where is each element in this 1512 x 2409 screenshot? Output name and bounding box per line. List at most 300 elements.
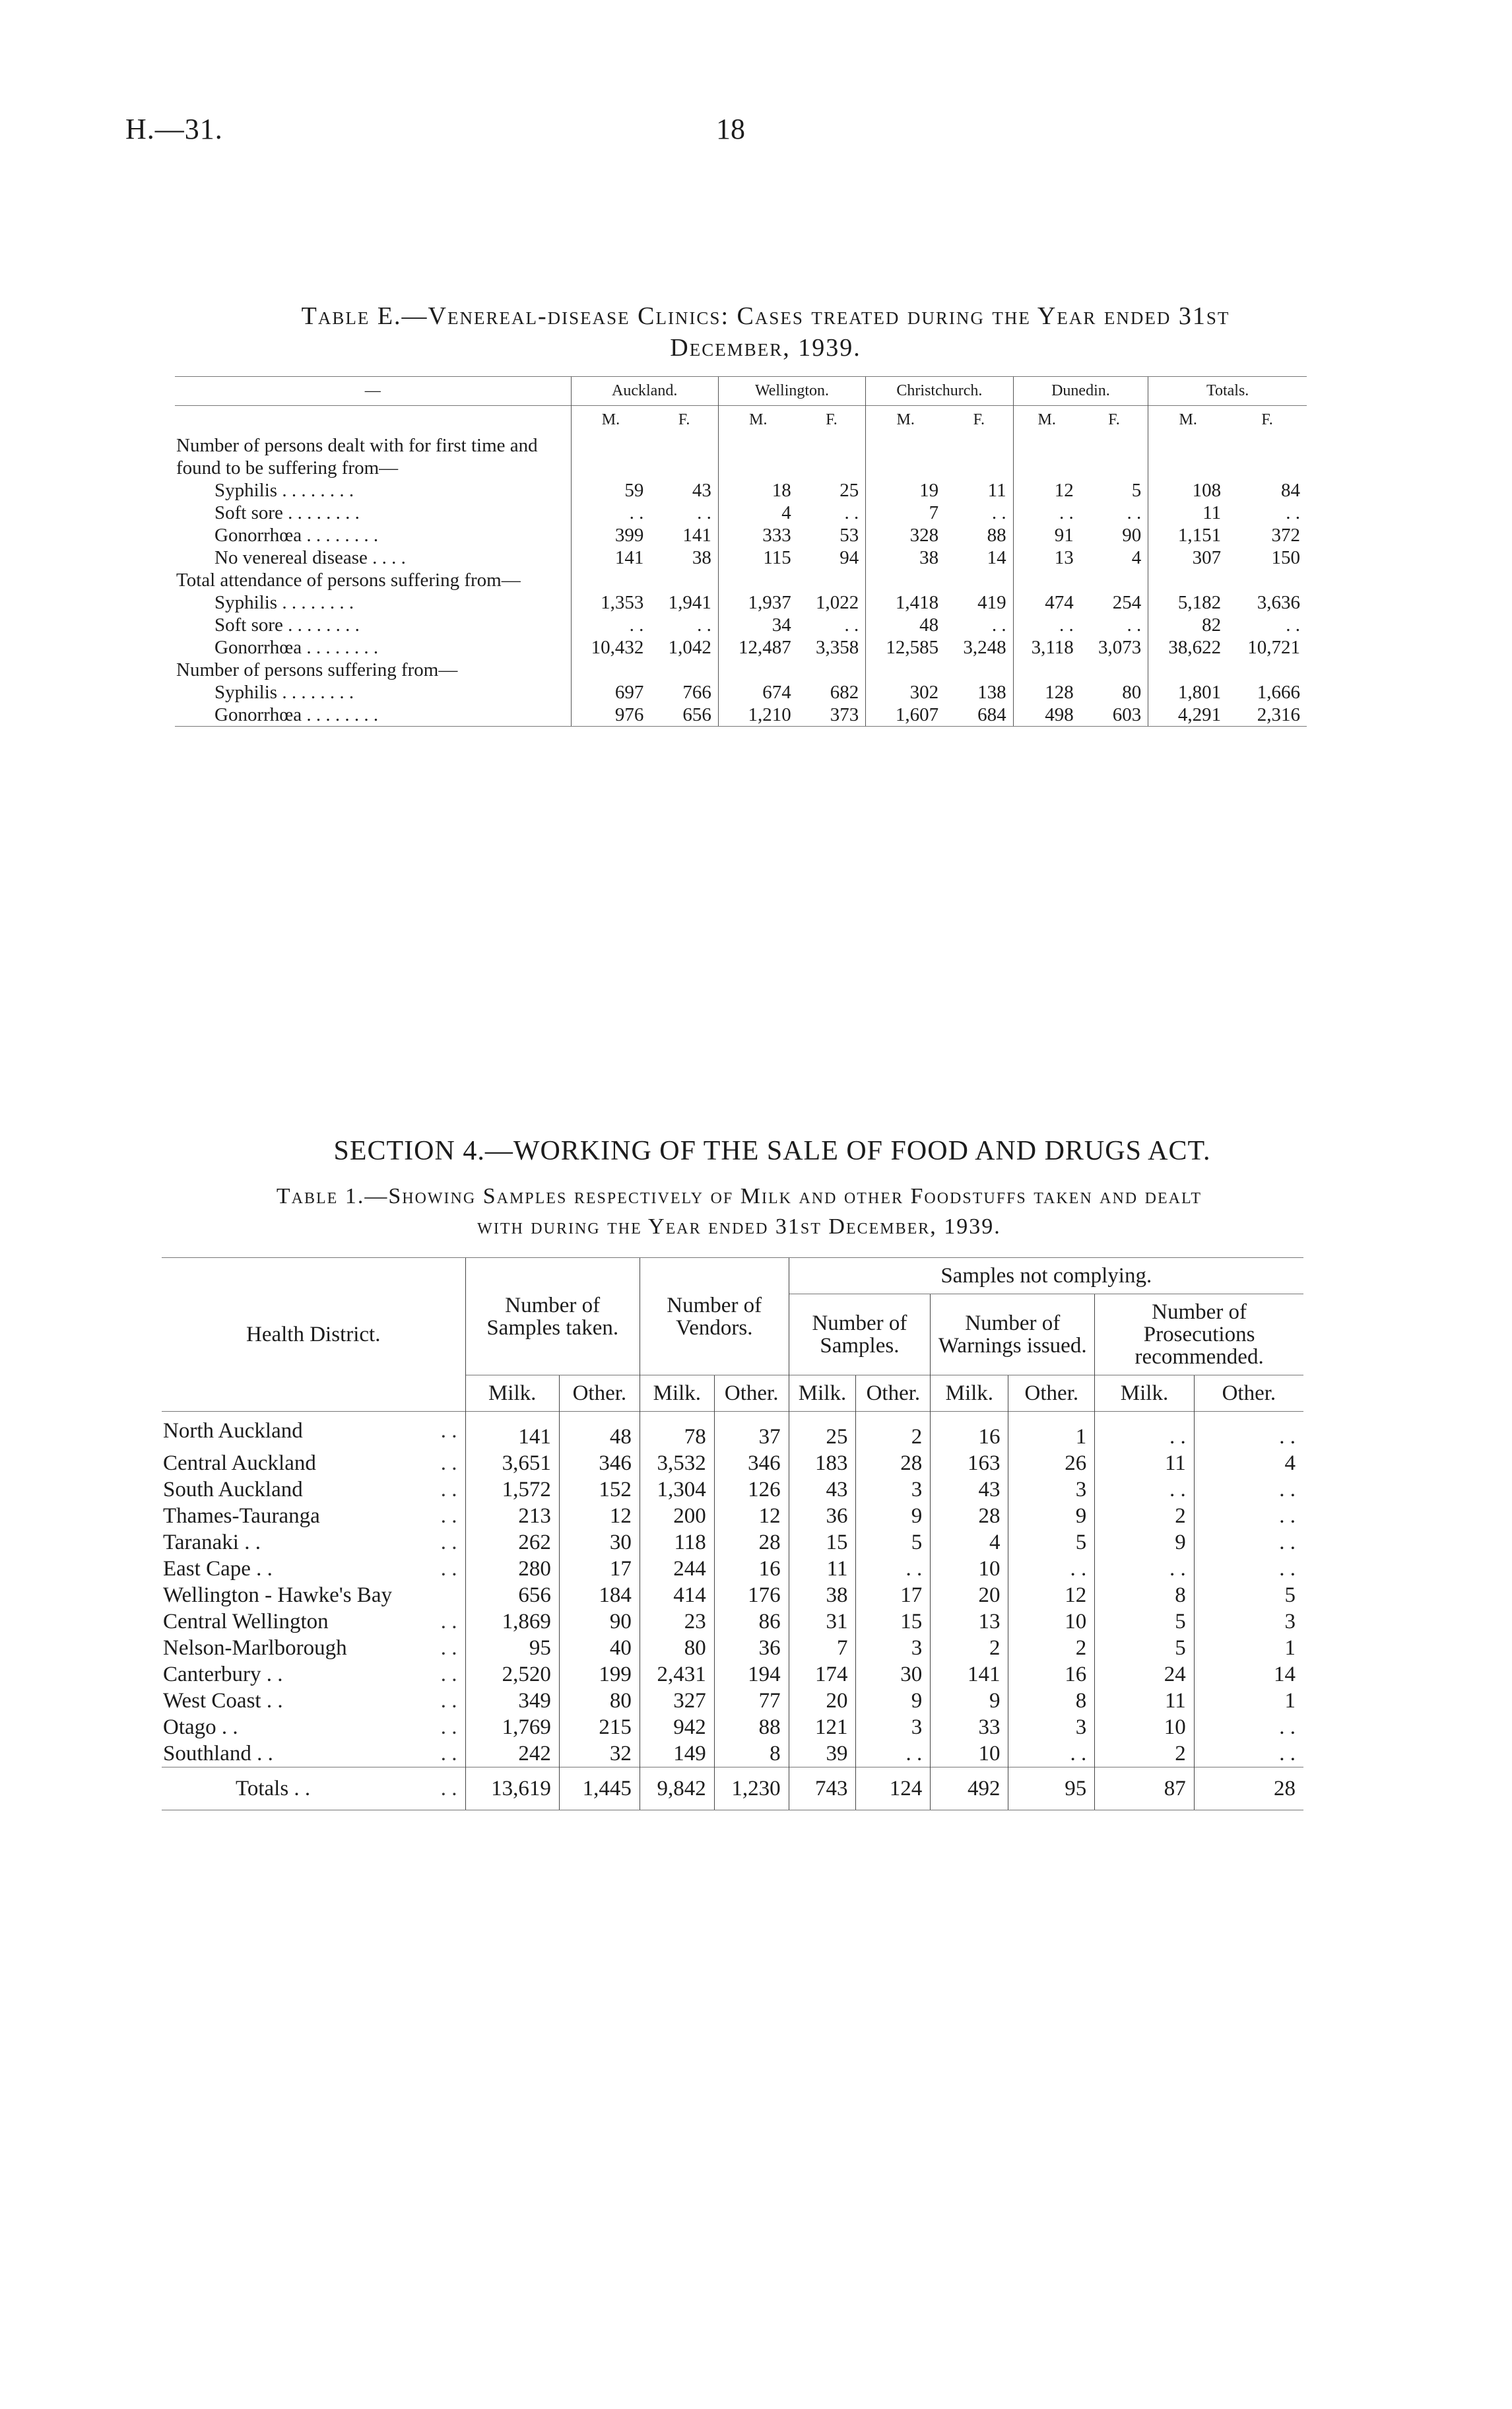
table-1-cell: 1,769 xyxy=(465,1714,559,1740)
table-e-cell: 3,118 xyxy=(1013,636,1080,659)
table-1-cell: 9 xyxy=(856,1688,931,1714)
table-e-cell: 90 xyxy=(1122,525,1142,546)
table-1-cell: 213 xyxy=(465,1503,559,1529)
table-e-cell: 2,316 xyxy=(1228,704,1307,727)
table-1-cell: 9 xyxy=(931,1688,1008,1714)
table-e-cell: 1,042 xyxy=(668,637,711,658)
table-1-cell: 30 xyxy=(856,1661,931,1688)
table-1-cell: 13 xyxy=(931,1608,1008,1635)
leader-dots: . . xyxy=(440,1419,457,1443)
district-name: Canterbury . . xyxy=(163,1663,283,1686)
table-1-cell: 2,431 xyxy=(640,1661,714,1688)
table-e-row-label: Syphilis . . . . . . . . xyxy=(214,682,354,703)
table-1-cell: 141 xyxy=(465,1412,559,1451)
table-e-row xyxy=(175,479,1307,502)
table-1-cell: 40 xyxy=(559,1635,640,1661)
table-e-f-header: F. xyxy=(1228,406,1307,435)
district-name: West Coast . . xyxy=(163,1689,283,1713)
table-1-cell: 199 xyxy=(559,1661,640,1688)
table-1-cell: 346 xyxy=(559,1450,640,1476)
leader-dots: . . xyxy=(440,1636,457,1660)
table-e-m-header: M. xyxy=(866,406,945,435)
table-1-cell: 942 xyxy=(640,1714,714,1740)
table-1-cell: 4 xyxy=(1194,1450,1303,1476)
table-1-cell: 12 xyxy=(559,1503,640,1529)
table-1-cell: 43 xyxy=(789,1476,856,1503)
table-e-cell: 19 xyxy=(866,479,945,502)
totals-label-text: Totals . . xyxy=(236,1777,311,1800)
table-1-cell: 28 xyxy=(856,1450,931,1476)
leader-dots: . . xyxy=(440,1504,457,1528)
table-1-cell: 3 xyxy=(856,1635,931,1661)
table-e-cell: 4,291 xyxy=(1148,704,1228,727)
table-1-cell: 118 xyxy=(640,1529,714,1556)
table-e-cell: 1,210 xyxy=(718,704,797,727)
table-e-cell: 53 xyxy=(839,525,859,546)
table-e-row xyxy=(175,546,1307,569)
district-name: South Auckland xyxy=(163,1478,303,1502)
table-e-cell: 1,937 xyxy=(718,591,797,614)
table-1-cell: 80 xyxy=(559,1688,640,1714)
table-e-cell: 11 xyxy=(1148,502,1228,524)
table-e-cell xyxy=(1080,569,1148,591)
table-e-cell xyxy=(866,659,945,681)
district-name: Otago . . xyxy=(163,1715,238,1739)
district-name: Southland . . xyxy=(163,1742,273,1766)
district-name: Central Wellington xyxy=(163,1610,329,1634)
table-1-cell: 15 xyxy=(789,1529,856,1556)
table-1-cell: 2 xyxy=(1095,1503,1194,1529)
table-1-cell: 3 xyxy=(1194,1608,1303,1635)
table-1-cell: 3 xyxy=(856,1714,931,1740)
table-e-cell: . . xyxy=(1286,614,1300,636)
table-1-cell: 184 xyxy=(559,1582,640,1608)
table-1-cell: 126 xyxy=(714,1476,789,1503)
table-1-cell: 23 xyxy=(640,1608,714,1635)
table-e-cell: 3,248 xyxy=(963,637,1006,658)
table-e-row xyxy=(175,434,1307,479)
table-e-cell xyxy=(866,434,945,479)
table-e-cell: 3,358 xyxy=(815,637,859,658)
table-e-f-header: F. xyxy=(1080,406,1148,435)
table-1 xyxy=(162,1257,1303,1810)
table-e-cell xyxy=(650,659,718,681)
table-e-city-header: Totals. xyxy=(1148,377,1307,406)
table-e-row xyxy=(175,524,1307,546)
totals-label xyxy=(162,1767,465,1810)
table-1-title-line1: Table 1.—Showing Samples respectively of Milk and other Foodstuffs taken and dealt xyxy=(276,1184,1202,1208)
table-e-cell: 12 xyxy=(1013,479,1080,502)
table-e-cell: 18 xyxy=(718,479,797,502)
leader-dots: . . xyxy=(440,1689,457,1713)
table-1-cell: 8 xyxy=(1095,1582,1194,1608)
table-e-cell: 38,622 xyxy=(1148,636,1228,659)
total-cell: 13,619 xyxy=(465,1767,559,1810)
table-1-cell: 8 xyxy=(1008,1688,1095,1714)
table-e-row xyxy=(175,681,1307,704)
district-row xyxy=(162,1476,1303,1503)
table-1-cell: 176 xyxy=(714,1582,789,1608)
leader-dots: . . xyxy=(440,1531,457,1554)
table-e-cell: 399 xyxy=(571,524,650,546)
warnings-header: Number of Warnings issued. xyxy=(931,1294,1095,1375)
district-name: Thames-Tauranga xyxy=(163,1504,320,1528)
table-e-cell: . . xyxy=(991,502,1006,523)
table-1-cell: 39 xyxy=(789,1740,856,1767)
total-cell: 124 xyxy=(856,1767,931,1810)
table-e-cell: 1,151 xyxy=(1148,524,1228,546)
table-e-cell: 13 xyxy=(1013,546,1080,569)
table-e-cell xyxy=(1228,569,1307,591)
district-name-cell xyxy=(162,1635,465,1661)
table-e-cell: 1,801 xyxy=(1148,681,1228,704)
table-e-cell: 88 xyxy=(987,525,1006,546)
table-e-cell xyxy=(650,569,718,591)
district-name-cell xyxy=(162,1503,465,1529)
table-e-cell xyxy=(945,659,1013,681)
table-e-title-line1: Table E.—Venereal-disease Clinics: Cases treated during the Year ended 31st xyxy=(301,302,1230,330)
section-title: SECTION 4.—WORKING OF THE SALE OF FOOD AND DRUGS ACT. xyxy=(333,1136,1211,1166)
table-e-cell: 603 xyxy=(1080,704,1148,727)
table-1-cell: 200 xyxy=(640,1503,714,1529)
table-e-f-header: F. xyxy=(798,406,866,435)
table-e-cell xyxy=(1080,659,1148,681)
table-1-cell: . . xyxy=(1194,1556,1303,1582)
table-e-cell: . . xyxy=(697,502,711,523)
table-e-row-label: Soft sore . . . . . . . . xyxy=(214,502,360,523)
table-1-cell: 174 xyxy=(789,1661,856,1688)
table-e-cell xyxy=(1080,434,1148,479)
table-e-cell xyxy=(650,434,718,479)
table-1-cell: . . xyxy=(1008,1740,1095,1767)
table-1-cell: 48 xyxy=(559,1412,640,1451)
table-e-cell xyxy=(571,569,650,591)
milk-header: Milk. xyxy=(789,1375,856,1412)
district-name-cell xyxy=(162,1529,465,1556)
table-1-cell: 262 xyxy=(465,1529,559,1556)
table-e-cell: 333 xyxy=(718,524,797,546)
prosecutions-header: Number of Prosecutions recommended. xyxy=(1095,1294,1303,1375)
leader-dots: . . xyxy=(440,1715,457,1739)
district-row xyxy=(162,1582,1303,1608)
table-e-cell: . . xyxy=(571,502,650,524)
district-name: Taranaki . . xyxy=(163,1531,261,1554)
table-1-cell: 28 xyxy=(931,1503,1008,1529)
district-name-cell xyxy=(162,1556,465,1582)
table-e-cell: 141 xyxy=(571,546,650,569)
table-1-cell: 12 xyxy=(714,1503,789,1529)
table-1-cell: 242 xyxy=(465,1740,559,1767)
table-e-cell: 656 xyxy=(650,704,718,727)
total-cell: 87 xyxy=(1095,1767,1194,1810)
total-cell: 9,842 xyxy=(640,1767,714,1810)
district-row xyxy=(162,1529,1303,1556)
district-name-cell xyxy=(162,1476,465,1503)
table-e-cell: 91 xyxy=(1013,524,1080,546)
total-cell: 743 xyxy=(789,1767,856,1810)
milk-header: Milk. xyxy=(640,1375,714,1412)
table-e-cell: 10,721 xyxy=(1247,637,1300,658)
other-header: Other. xyxy=(714,1375,789,1412)
page-number: 18 xyxy=(716,113,745,145)
district-name-cell xyxy=(162,1714,465,1740)
table-1-cell: 244 xyxy=(640,1556,714,1582)
table-1-cell: 11 xyxy=(1095,1688,1194,1714)
table-e-cell xyxy=(945,569,1013,591)
table-1-cell: 7 xyxy=(789,1635,856,1661)
table-1-cell: 1 xyxy=(1194,1688,1303,1714)
table-1-cell: 8 xyxy=(714,1740,789,1767)
table-e-cell: 419 xyxy=(977,592,1006,613)
table-e-m-header: M. xyxy=(571,406,650,435)
table-e-cell: 1,666 xyxy=(1257,682,1300,703)
table-e-cell: 94 xyxy=(839,547,859,568)
table-e-cell: 11 xyxy=(987,480,1006,501)
table-e-m-header: M. xyxy=(718,406,797,435)
table-e-row-label: Total attendance of persons suffering from— xyxy=(176,570,521,591)
table-1-cell: 3 xyxy=(856,1476,931,1503)
table-e-cell: 4 xyxy=(1131,547,1142,568)
table-e-cell: 474 xyxy=(1013,591,1080,614)
table-e-cell: . . xyxy=(1013,502,1080,524)
table-1-cell: 37 xyxy=(714,1412,789,1451)
table-1-cell: . . xyxy=(1194,1476,1303,1503)
table-e-cell: 498 xyxy=(1013,704,1080,727)
table-e-cell: 34 xyxy=(718,614,797,636)
district-name: Nelson-Marlborough xyxy=(163,1636,347,1660)
table-e-cell: 1,607 xyxy=(866,704,945,727)
table-e-cell: . . xyxy=(571,614,650,636)
table-e-cell: 684 xyxy=(945,704,1013,727)
table-e-cell: 108 xyxy=(1148,479,1228,502)
table-1-cell: . . xyxy=(856,1556,931,1582)
table-1-cell: . . xyxy=(1095,1476,1194,1503)
table-1-cell: . . xyxy=(1194,1740,1303,1767)
table-1-cell: 10 xyxy=(931,1556,1008,1582)
table-1-cell: 31 xyxy=(789,1608,856,1635)
table-1-cell: . . xyxy=(1095,1556,1194,1582)
district-name: North Auckland xyxy=(163,1419,303,1443)
table-1-cell: 9 xyxy=(1095,1529,1194,1556)
table-e-cell: . . xyxy=(844,614,859,636)
table-e-cell xyxy=(1228,659,1307,681)
table-1-cell: 16 xyxy=(931,1412,1008,1451)
table-1-cell: 10 xyxy=(1008,1608,1095,1635)
district-name: Wellington - Hawke's Bay xyxy=(163,1583,392,1607)
table-1-cell: 1 xyxy=(1194,1635,1303,1661)
table-e-m-header: M. xyxy=(1013,406,1080,435)
table-1-cell: 25 xyxy=(789,1412,856,1451)
district-name: Central Auckland xyxy=(163,1451,316,1475)
table-e-cell xyxy=(718,659,797,681)
table-1-cell: 77 xyxy=(714,1688,789,1714)
table-e-row xyxy=(175,704,1307,727)
table-e-cell xyxy=(718,569,797,591)
table-1-cell: 5 xyxy=(1194,1582,1303,1608)
table-1-cell: 24 xyxy=(1095,1661,1194,1688)
table-e-cell xyxy=(866,569,945,591)
district-row xyxy=(162,1661,1303,1688)
table-e-cell: 10,432 xyxy=(571,636,650,659)
table-1-cell: . . xyxy=(1095,1412,1194,1451)
table-e-row xyxy=(175,614,1307,636)
table-e-cell: 80 xyxy=(1122,682,1142,703)
table-e-cell: 674 xyxy=(718,681,797,704)
table-e-title-line2: December, 1939. xyxy=(670,334,861,362)
table-1-cell: 194 xyxy=(714,1661,789,1688)
table-e-row-label: Soft sore . . . . . . . . xyxy=(214,614,360,636)
leader-dots: . . xyxy=(440,1742,457,1766)
totals-dots: . . xyxy=(440,1777,457,1800)
leader-dots: . . xyxy=(440,1663,457,1686)
total-cell: 1,445 xyxy=(559,1767,640,1810)
table-1-cell: . . xyxy=(1194,1412,1303,1451)
other-header: Other. xyxy=(1008,1375,1095,1412)
district-name-cell xyxy=(162,1661,465,1688)
table-1-cell: 9 xyxy=(1008,1503,1095,1529)
table-1-cell: 33 xyxy=(931,1714,1008,1740)
table-1-cell: 2,520 xyxy=(465,1661,559,1688)
district-name-cell xyxy=(162,1740,465,1767)
table-e-cell xyxy=(1013,659,1080,681)
table-1-cell: 163 xyxy=(931,1450,1008,1476)
table-1-cell: 149 xyxy=(640,1740,714,1767)
table-1-cell: 141 xyxy=(931,1661,1008,1688)
district-name-cell xyxy=(162,1688,465,1714)
table-1-cell: 11 xyxy=(1095,1450,1194,1476)
table-1-cell: 1,304 xyxy=(640,1476,714,1503)
table-1-cell: 16 xyxy=(1008,1661,1095,1688)
table-e-row-label: Gonorrhœa . . . . . . . . xyxy=(214,637,379,658)
table-1-cell: 10 xyxy=(1095,1714,1194,1740)
district-row xyxy=(162,1503,1303,1529)
district-row xyxy=(162,1714,1303,1740)
table-e-cell: 84 xyxy=(1281,480,1300,501)
table-e-cell: 373 xyxy=(798,704,866,727)
table-e-cell: 4 xyxy=(718,502,797,524)
table-e-cell xyxy=(1013,434,1080,479)
table-1-cell: 4 xyxy=(931,1529,1008,1556)
table-e-cell xyxy=(571,659,650,681)
table-1-cell: 183 xyxy=(789,1450,856,1476)
district-row xyxy=(162,1608,1303,1635)
table-1-cell: . . xyxy=(1008,1556,1095,1582)
health-district-header: Health District. xyxy=(162,1258,465,1412)
total-cell: 492 xyxy=(931,1767,1008,1810)
table-e-cell: 372 xyxy=(1271,525,1300,546)
num-samples-header: Number of Samples. xyxy=(789,1294,931,1375)
table-e-cell: 1,418 xyxy=(866,591,945,614)
table-e-cell: 138 xyxy=(977,682,1006,703)
table-1-cell: 349 xyxy=(465,1688,559,1714)
table-e-cell xyxy=(1148,569,1228,591)
table-e-cell xyxy=(798,434,866,479)
district-name-cell xyxy=(162,1412,465,1451)
table-1-cell: 11 xyxy=(789,1556,856,1582)
milk-header: Milk. xyxy=(1095,1375,1194,1412)
table-1-cell: 86 xyxy=(714,1608,789,1635)
table-e xyxy=(175,376,1307,727)
table-1-cell: 414 xyxy=(640,1582,714,1608)
table-1-title xyxy=(158,1181,1320,1242)
table-e-row-label: Number of persons dealt with for first time and found to be suffering from— xyxy=(176,435,538,478)
table-e-cell xyxy=(1148,434,1228,479)
other-header: Other. xyxy=(856,1375,931,1412)
table-e-cell: 59 xyxy=(571,479,650,502)
table-e-cell xyxy=(798,569,866,591)
table-e-cell: 128 xyxy=(1013,681,1080,704)
table-e-title xyxy=(211,300,1320,364)
table-e-row xyxy=(175,569,1307,591)
table-1-cell: 9 xyxy=(856,1503,931,1529)
table-e-row xyxy=(175,636,1307,659)
district-name-cell xyxy=(162,1450,465,1476)
table-1-cell: 12 xyxy=(1008,1582,1095,1608)
total-cell: 95 xyxy=(1008,1767,1095,1810)
table-e-row-label: Syphilis . . . . . . . . xyxy=(214,592,354,613)
table-e-row-label: Gonorrhœa . . . . . . . . xyxy=(214,525,379,546)
table-e-cell: . . xyxy=(1013,614,1080,636)
table-e-cell: 12,487 xyxy=(718,636,797,659)
table-1-cell: 280 xyxy=(465,1556,559,1582)
table-e-cell xyxy=(1013,569,1080,591)
table-1-cell: 3,651 xyxy=(465,1450,559,1476)
district-row xyxy=(162,1556,1303,1582)
totals-row xyxy=(162,1767,1303,1810)
leader-dots: . . xyxy=(440,1557,457,1581)
table-1-cell: 5 xyxy=(1008,1529,1095,1556)
table-1-cell: 3,532 xyxy=(640,1450,714,1476)
table-1-cell: . . xyxy=(1194,1529,1303,1556)
table-e-cell: 976 xyxy=(571,704,650,727)
table-e-cell: 3,073 xyxy=(1098,637,1142,658)
table-1-cell: 121 xyxy=(789,1714,856,1740)
district-row xyxy=(162,1412,1303,1451)
not-complying-header: Samples not complying. xyxy=(789,1258,1303,1294)
table-1-cell: 2 xyxy=(1095,1740,1194,1767)
table-1-title-line2: with during the Year ended 31st December, 1939. xyxy=(477,1214,1001,1239)
table-1-cell: 17 xyxy=(856,1582,931,1608)
table-1-cell: 15 xyxy=(856,1608,931,1635)
table-e-city-header: Christchurch. xyxy=(866,377,1013,406)
vendors-header: Number of Vendors. xyxy=(640,1258,789,1375)
table-e-cell: . . xyxy=(1286,502,1300,523)
table-1-cell: 36 xyxy=(789,1503,856,1529)
table-1-cell: 20 xyxy=(931,1582,1008,1608)
other-header: Other. xyxy=(1194,1375,1303,1412)
table-e-cell xyxy=(1148,659,1228,681)
table-e-cell: . . xyxy=(1127,502,1142,523)
table-e-cell: 254 xyxy=(1112,592,1142,613)
table-1-cell: 346 xyxy=(714,1450,789,1476)
table-e-cell: 38 xyxy=(866,546,945,569)
table-1-cell: 26 xyxy=(1008,1450,1095,1476)
table-e-city-header: Wellington. xyxy=(718,377,865,406)
table-e-cell: 302 xyxy=(866,681,945,704)
table-1-cell: 20 xyxy=(789,1688,856,1714)
milk-header: Milk. xyxy=(465,1375,559,1412)
table-e-row-label: Syphilis . . . . . . . . xyxy=(214,480,354,501)
table-e-m-header: M. xyxy=(1148,406,1228,435)
table-1-cell: 38 xyxy=(789,1582,856,1608)
table-1-cell: 3 xyxy=(1008,1476,1095,1503)
leader-dots: . . xyxy=(440,1610,457,1634)
table-1-cell: . . xyxy=(1194,1503,1303,1529)
table-e-f-header: F. xyxy=(650,406,718,435)
table-1-cell: 5 xyxy=(856,1529,931,1556)
table-e-cell xyxy=(571,434,650,479)
table-1-cell: 95 xyxy=(465,1635,559,1661)
